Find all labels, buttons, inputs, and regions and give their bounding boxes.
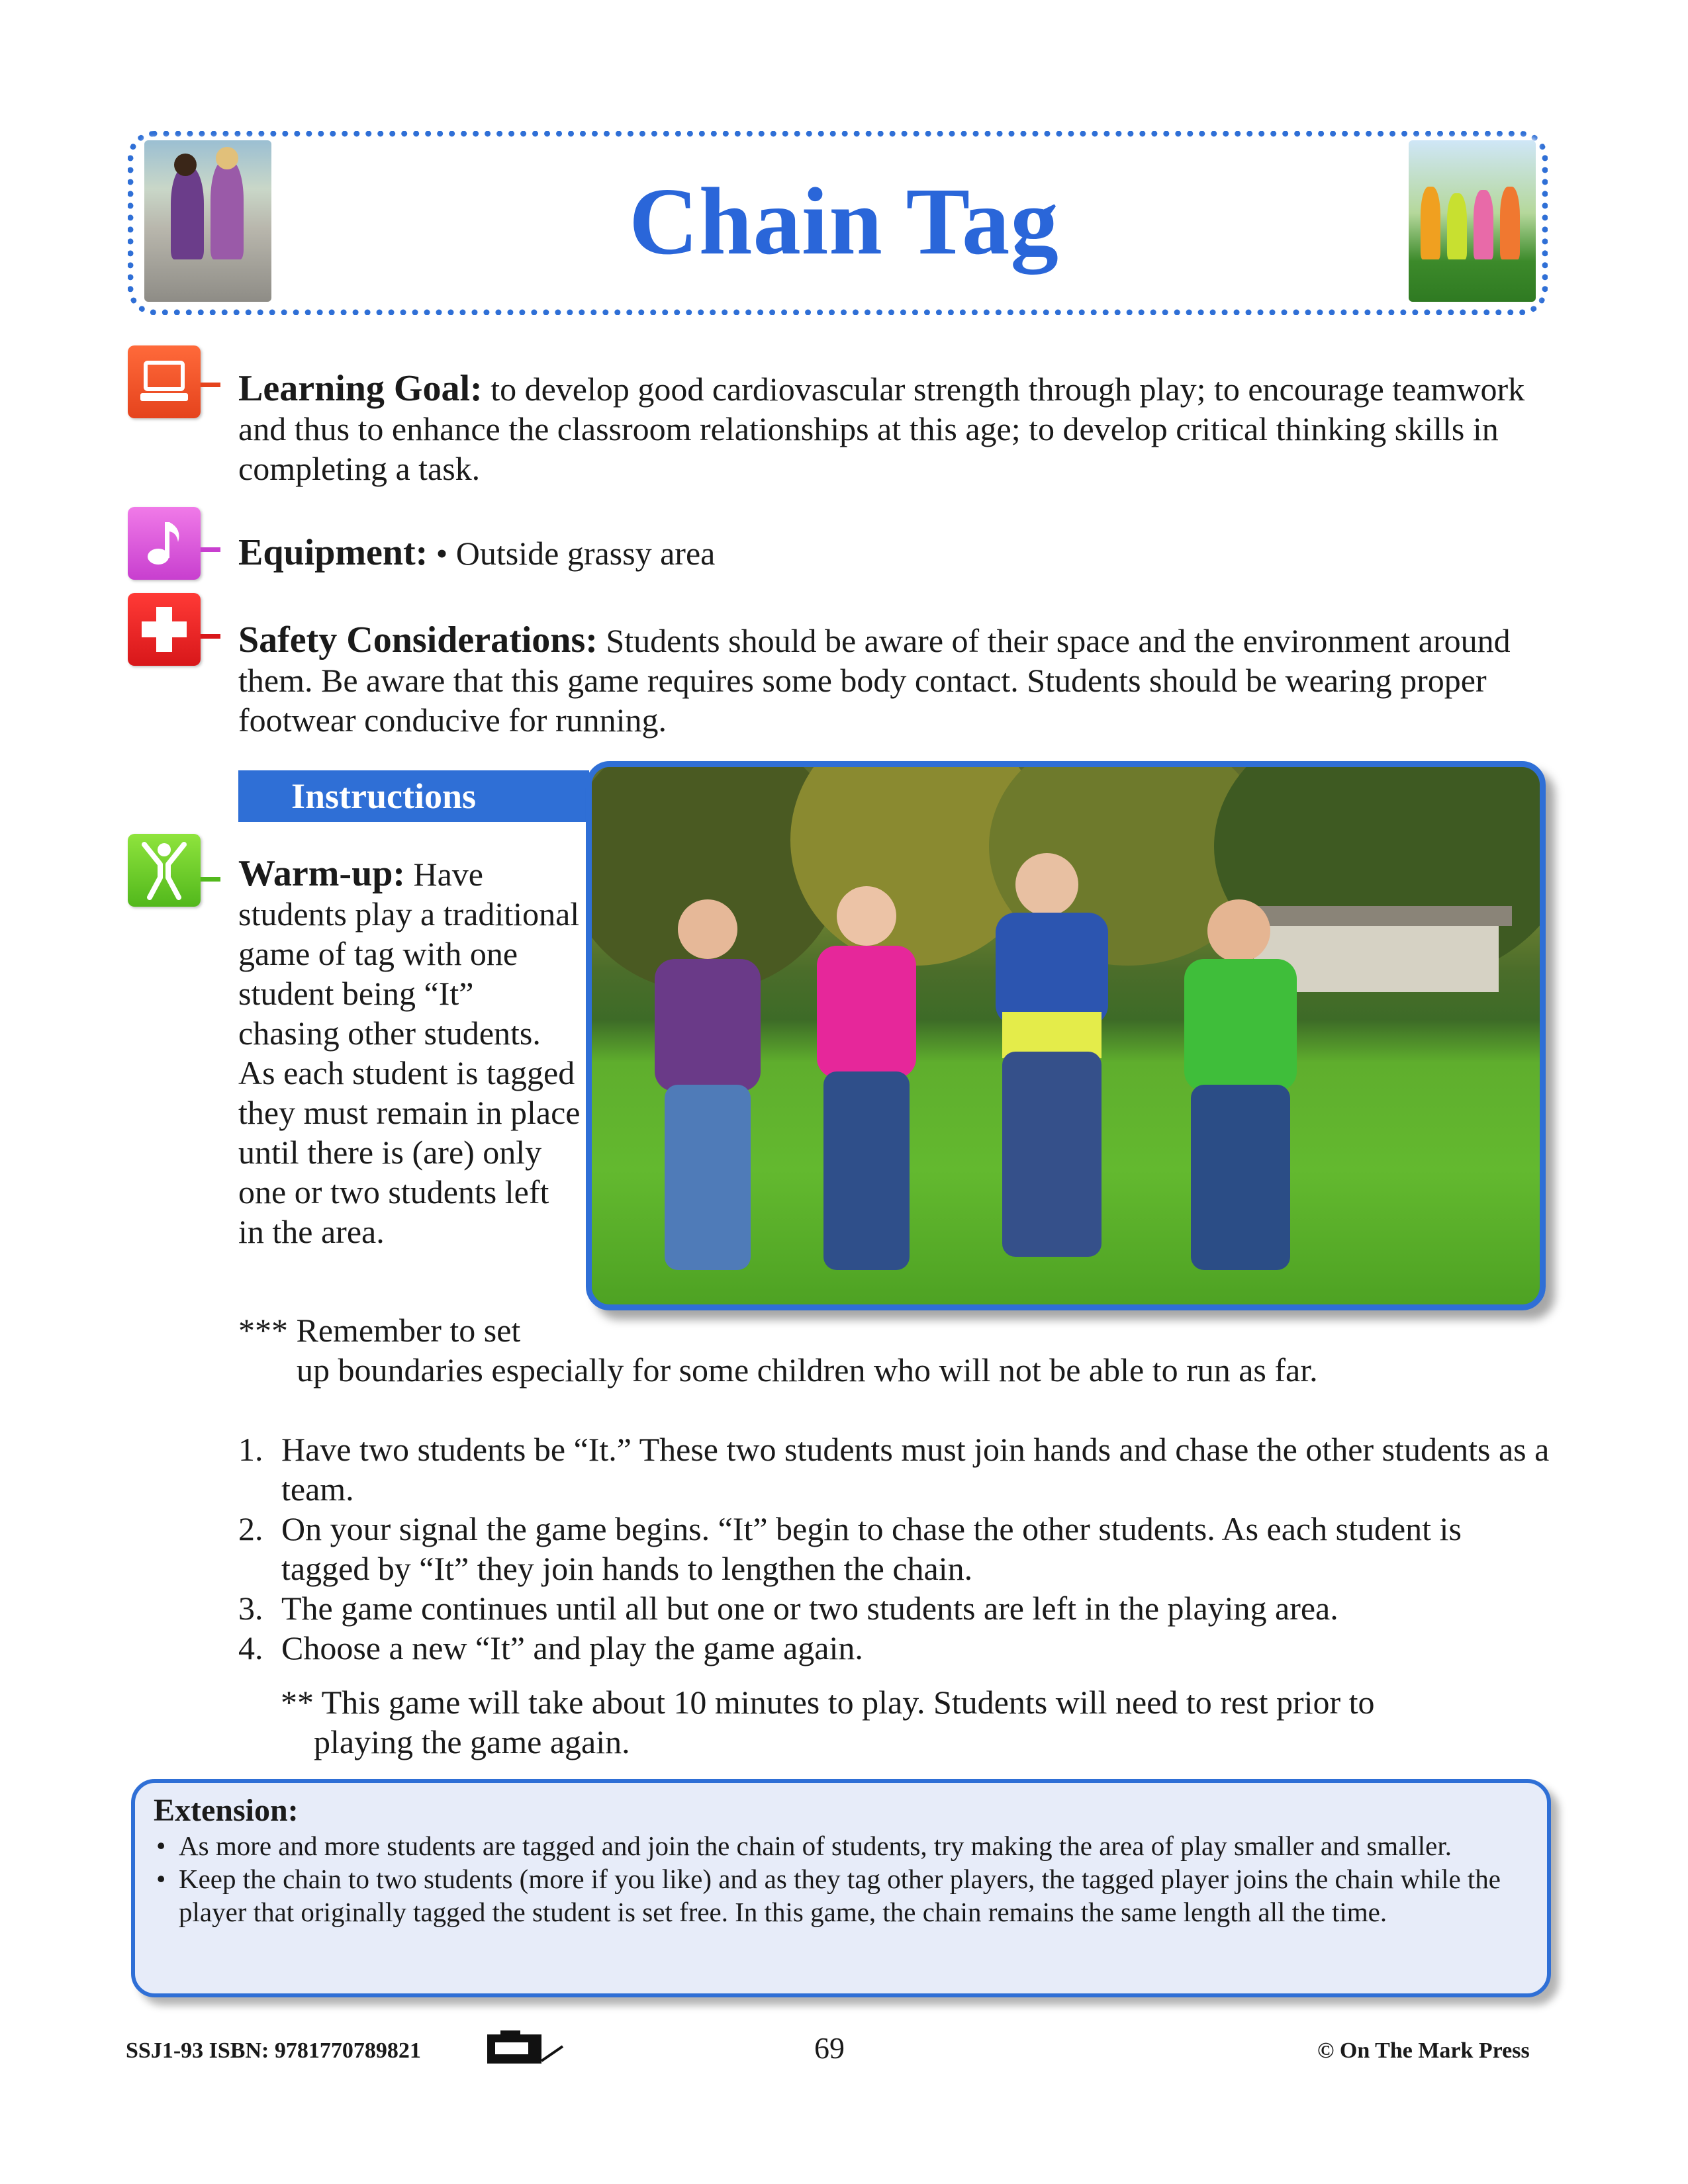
warmup-connector bbox=[201, 877, 220, 882]
safety-text: Students should be aware of their space and the environment around them. Be aware that this game requires some body contact. Students should be wearing proper footwear conducive for running. bbox=[238, 622, 1511, 739]
list-item: 2. On your signal the game begins. “It” begin to chase the other students. As each student is tagged by “It” they join hands to lengthen the chain. bbox=[238, 1510, 1462, 1587]
children-running-photo bbox=[586, 761, 1546, 1310]
page-title: Chain Tag bbox=[629, 169, 1059, 275]
page-number: 69 bbox=[814, 2031, 845, 2065]
equipment bbox=[238, 533, 1556, 573]
extension-title: Extension: bbox=[154, 1793, 299, 1828]
laptop-icon bbox=[128, 345, 201, 418]
warm-up-text: Have students play a traditional game of tag with one student being “It” chasing other students. As each student is tagged they must remain in place until there is (are) only one or two students left in the area. bbox=[238, 856, 581, 1250]
footer-isbn: SSJ1-93 ISBN: 9781770789821 bbox=[126, 2038, 421, 2063]
list-item: 4. Choose a new “It” and play the game again. bbox=[238, 1629, 863, 1666]
list-item: • As more and more students are tagged and join the chain of students, try making the area of play smaller and smaller. bbox=[154, 1829, 1523, 1862]
kids-cheering-photo bbox=[1409, 140, 1536, 302]
learning-goal-heading: Learning Goal: bbox=[238, 368, 483, 409]
extension-list bbox=[154, 1829, 1523, 1929]
footer-copyright: © On The Mark Press bbox=[1317, 2038, 1530, 2063]
medical-cross-icon bbox=[128, 593, 201, 666]
safety-heading: Safety Considerations: bbox=[238, 619, 598, 660]
goal-connector bbox=[201, 383, 220, 387]
remember-marker: *** bbox=[238, 1312, 288, 1349]
instructions-label: Instructions bbox=[238, 770, 589, 822]
safety-considerations bbox=[238, 620, 1556, 740]
note-marker: ** bbox=[281, 1684, 314, 1721]
warm-up-heading: Warm-up: bbox=[238, 853, 405, 894]
music-note-icon bbox=[128, 507, 201, 580]
exercise-person-icon bbox=[128, 834, 201, 907]
extension-box bbox=[131, 1779, 1551, 1997]
list-item: • Keep the chain to two students (more if you like) and as they tag other players, the tagged player joins the chain while the player that originally tagged the student is set free. In this game, the chain remains the same length all the time. bbox=[154, 1862, 1523, 1929]
note-line2: playing the game again. bbox=[314, 1723, 630, 1760]
projector-icon bbox=[486, 2029, 564, 2068]
equipment-connector bbox=[201, 547, 220, 552]
instruction-steps bbox=[238, 1430, 1556, 1668]
note-line1: This game will take about 10 minutes to play. Students will need to rest prior to bbox=[321, 1684, 1375, 1721]
learning-goal bbox=[238, 369, 1556, 488]
remember-line2: up boundaries especially for some children who will not be able to run as far. bbox=[297, 1351, 1318, 1388]
time-note bbox=[281, 1682, 1538, 1762]
remember-line1: Remember to set bbox=[296, 1312, 521, 1349]
list-item: 1. Have two students be “It.” These two students must join hands and chase the other students as a team. bbox=[238, 1431, 1550, 1508]
learning-goal-text: to develop good cardiovascular strength through play; to encourage teamwork and thus to enhance the classroom relationships at this age; to develop critical thinking skills in completing a task. bbox=[238, 371, 1525, 487]
warm-up bbox=[238, 854, 583, 1251]
list-item: 3. The game continues until all but one or two students are left in the playing area. bbox=[238, 1590, 1338, 1627]
equipment-text: • Outside grassy area bbox=[436, 535, 716, 572]
equipment-heading: Equipment: bbox=[238, 532, 428, 573]
safety-connector bbox=[201, 634, 220, 639]
remember-note bbox=[238, 1310, 1556, 1390]
